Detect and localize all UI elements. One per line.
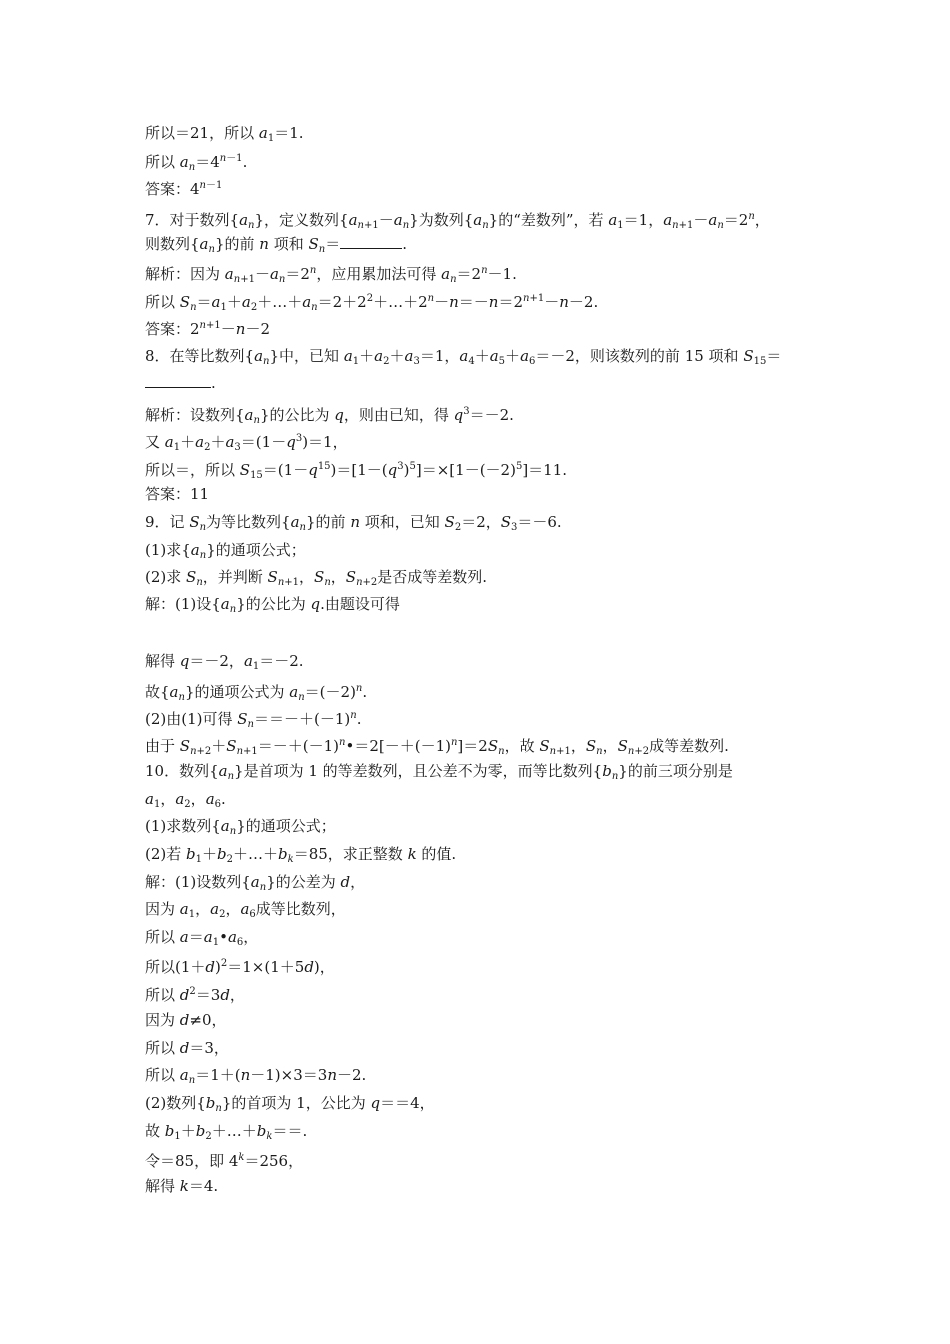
text-line: (1)求数列$\{a_n\}$的通项公式； — [145, 817, 336, 837]
text-line: (2)由(1)可得 $S_n==-+(-1)^n$. — [145, 710, 362, 730]
question-8-blank: . — [145, 372, 216, 394]
text-line: (2)若 $b_1+b_2+\dots+b_k=85$，求正整数 k 的值. — [145, 845, 457, 865]
text-line: 所以 $S_n=a_1+a_2+\dots+a_n=2+2^2+\dots+2^n-n=-n=2^{n+1}-n-2$. — [145, 293, 599, 313]
question-7: 7．对于数列$\{a_n\}$，定义数列$\{a_{n+1}-a_n\}$为数列$\{a_n\}$的“差数列”，若 $a_1=1$，$a_{n+1}-a_n=2^n$， — [145, 211, 770, 231]
text-line: 故 $b_1+b_2+\dots+b_k==$. — [145, 1122, 308, 1142]
text-line: 解得 k＝4. — [145, 1177, 219, 1195]
text-line: 由于 $S_{n+2}+S_{n+1}=-+(-1)^n•=2[-+(-1)^n]=2S_n$，故 $S_{n+1}$，$S_n$，$S_{n+2}$成等差数列. — [145, 737, 729, 757]
text-line: 答案：$2^{n+1}-n-2$ — [145, 320, 270, 338]
text-line: 答案：11 — [145, 485, 210, 503]
question-10: 10．数列$\{a_n\}$是首项为 1 的等差数列，且公差不为零，而等比数列$\{b_n\}$的前三项分别是 — [145, 762, 733, 782]
text-line: (1)求$\{a_n\}$的通项公式； — [145, 541, 306, 561]
question-7-line-2: 则数列$\{a_n\}$的前 n 项和 $S_n=$ . — [145, 235, 408, 255]
text-line: 令＝85，即 $4^k=256$， — [145, 1152, 304, 1170]
text-line: 所以＝，所以 $S_{15}=(1-q^{15})=[1-(q^3)^5]=\times[1-(-2)^5]=11$. — [145, 461, 568, 481]
text-line: 解析：设数列$\{a_n\}$的公比为 q，则由已知，得 $q^3=-2$. — [145, 406, 514, 426]
text-line: (2)求 $S_n$，并判断 $S_{n+1}$，$S_n$，$S_{n+2}$是否成等差数列. — [145, 568, 488, 588]
text-line: 所以 $d^2=3d$， — [145, 986, 245, 1004]
text-line: 解：(1)设$\{a_n\}$的公比为 q.由题设可得 — [145, 595, 400, 615]
text-line: (2)数列$\{b_n\}$的首项为 1，公比为 q＝＝4， — [145, 1094, 435, 1114]
question-8: 8．在等比数列$\{a_n\}$中，已知 $a_1+a_2+a_3=1$，$a_4+a_5+a_6=-2$，则该数列的前 15 项和 $S_{15}=$ — [145, 347, 782, 367]
text-line: 解析：因为 $a_{n+1}-a_n=2^n$，应用累加法可得 $a_n=2^n-1$. — [145, 265, 517, 285]
text-line: 所以 $a_n=1+(n-1)\times 3=3n-2$. — [145, 1066, 367, 1086]
text-line: 所以 d＝3， — [145, 1039, 229, 1057]
text-line: 答案：$4^{n-1}$ — [145, 180, 223, 198]
text-line: 故$\{a_n\}$的通项公式为 $a_n=(-2)^n$. — [145, 683, 368, 703]
text-line: 所以 $a=a_1•a_6$， — [145, 928, 259, 948]
text-line: 所以＝21，所以 $a_1=1$. — [145, 124, 304, 144]
text-line: 所以 $a_n=4^{n-1}$. — [145, 153, 248, 173]
text-line: 解得 q＝－2，$a_1=-2$. — [145, 652, 304, 672]
question-9: 9．记 $S_n$为等比数列$\{a_n\}$的前 n 项和，已知 $S_2=2$，$S_3=-6$. — [145, 513, 562, 533]
question-10-line-2: $a_1$，$a_2$，$a_6$. — [145, 790, 226, 810]
text-line: 因为 d≠0， — [145, 1011, 227, 1029]
text-line: 解：(1)设数列$\{a_n\}$的公差为 d， — [145, 873, 366, 893]
text-line: 又 $a_1+a_2+a_3=(1-q^3)=1$， — [145, 433, 348, 453]
text-line: 所以$(1+d)^2=1\times(1+5d)$， — [145, 958, 335, 976]
text-line: 因为 $a_1$，$a_2$，$a_6$成等比数列， — [145, 900, 346, 920]
